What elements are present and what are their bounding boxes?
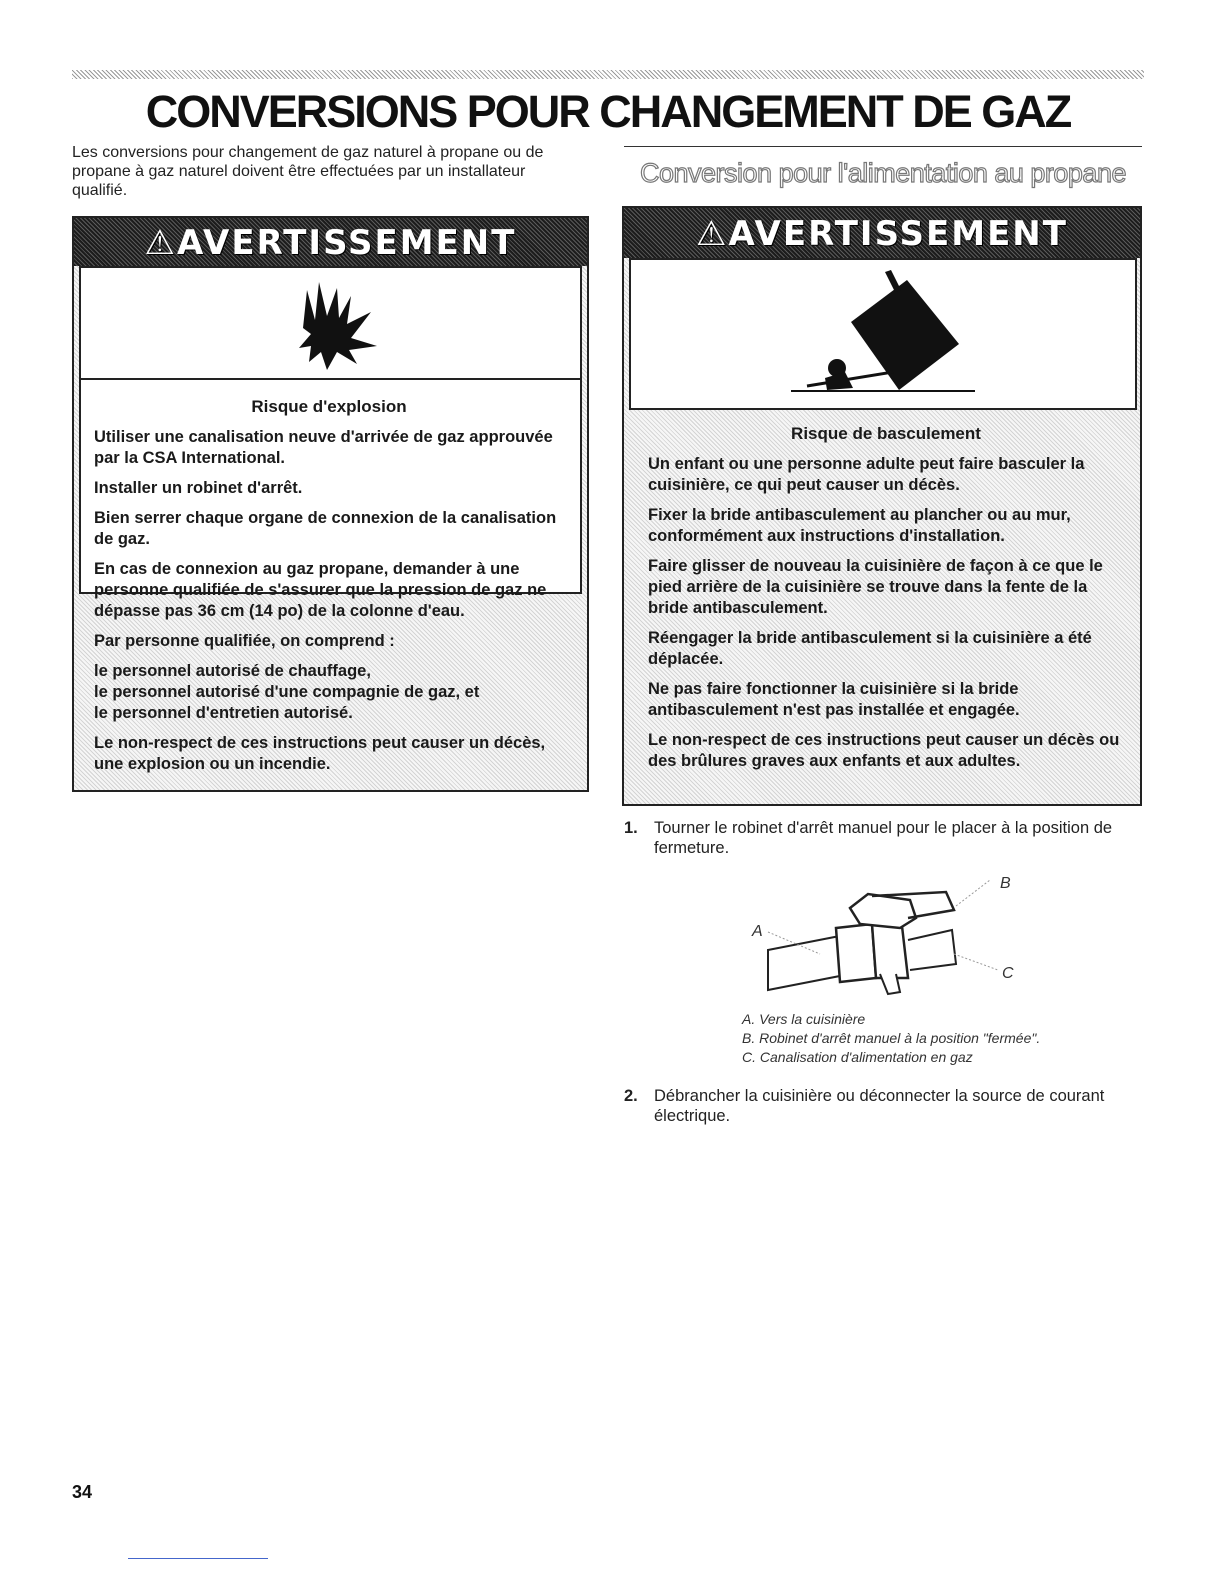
warning-triangle-icon: ⚠ <box>144 223 178 263</box>
page-title: CONVERSIONS POUR CHANGEMENT DE GAZ <box>145 86 1071 137</box>
qualified-list-item: le personnel autorisé de chauffage, <box>94 662 371 680</box>
step-number: 1. <box>624 819 638 837</box>
shutoff-valve-diagram <box>740 866 1040 996</box>
warning-paragraph: Le non-respect de ces instructions peut causer un décès ou des brûlures graves aux enfants et aux adultes. <box>648 731 1120 770</box>
warning-paragraph: Réengager la bride antibasculement si la cuisinière a été déplacée. <box>648 629 1092 668</box>
step-text: Tourner le robinet d'arrêt manuel pour le placer à la position de fermeture. <box>654 819 1113 857</box>
diagram-label-c: C <box>1002 965 1014 982</box>
section-divider <box>624 146 1142 147</box>
warning-paragraph: Le non-respect de ces instructions peut causer un décès, une explosion ou un incendie. <box>94 734 546 773</box>
warning-paragraph: En cas de connexion au gaz propane, demander à une personne qualifiée de s'assurer que la pression de gaz ne dépasse pas 36 cm (14 po) de la colonne d'eau. <box>94 560 547 620</box>
legend-item: A. Vers la cuisinière <box>742 1011 866 1027</box>
step-text: Débrancher la cuisinière ou déconnecter la source de courant électrique. <box>654 1087 1105 1125</box>
diagram-label-a: A <box>752 923 763 940</box>
legend-item: C. Canalisation d'alimentation en gaz <box>742 1049 973 1065</box>
shutoff-valve-illustration <box>740 866 1040 996</box>
diagram-legend <box>742 1010 1040 1067</box>
warning-paragraph: Faire glisser de nouveau la cuisinière de façon à ce que le pied arrière de la cuisinière se trouve dans la fente de la bride antibasculement. <box>648 557 1103 617</box>
qualified-list-item: le personnel autorisé d'une compagnie de gaz, et <box>94 683 480 701</box>
warning-paragraph: Ne pas faire fonctionner la cuisinière si la bride antibasculement n'est pas installée et engagée. <box>648 680 1020 719</box>
step-number: 2. <box>624 1087 638 1105</box>
warning-image-area <box>629 258 1137 410</box>
warning-text <box>648 423 1124 781</box>
warning-header <box>624 208 1140 258</box>
warning-paragraph: Par personne qualifiée, on comprend : <box>94 632 395 650</box>
warning-image-area <box>79 266 582 380</box>
warning-header-label: ⚠AVERTISSEMENT <box>696 214 1068 254</box>
risk-title: Risque d'explosion <box>251 397 407 416</box>
warning-header-label: ⚠AVERTISSEMENT <box>144 223 517 263</box>
legend-item: B. Robinet d'arrêt manuel à la position "fermée". <box>742 1030 1041 1046</box>
warning-text <box>94 396 564 784</box>
warning-paragraph: Un enfant ou une personne adulte peut faire basculer la cuisinière, ce qui peut causer un décès. <box>648 455 1085 494</box>
footer-line <box>128 1558 268 1559</box>
warning-paragraph: Fixer la bride antibasculement au plancher ou au mur, conformément aux instructions d'installation. <box>648 506 1071 545</box>
step-1 <box>624 818 1142 858</box>
section-heading: Conversion pour l'alimentation au propane <box>640 158 1126 188</box>
qualified-list-item: le personnel d'entretien autorisé. <box>94 704 353 722</box>
step-2 <box>624 1086 1142 1126</box>
diagram-label-b: B <box>1000 875 1011 892</box>
warning-paragraph <box>94 661 564 724</box>
warning-triangle-icon: ⚠ <box>696 214 729 254</box>
top-hatched-rule <box>72 70 1144 79</box>
warning-header <box>74 218 587 266</box>
warning-box-explosion <box>72 216 589 792</box>
page-number: 34 <box>72 1482 93 1502</box>
intro-paragraph: Les conversions pour changement de gaz naturel à propane ou de propane à gaz naturel doivent être effectuées par un installateur qualifié. <box>72 144 544 199</box>
tip-over-range-icon <box>631 260 1139 408</box>
risk-title: Risque de basculement <box>791 424 981 443</box>
warning-box-tip-over <box>622 206 1142 806</box>
warning-paragraph: Bien serrer chaque organe de connexion de la canalisation de gaz. <box>94 509 557 548</box>
warning-paragraph: Installer un robinet d'arrêt. <box>94 479 303 497</box>
warning-paragraph: Utiliser une canalisation neuve d'arrivée de gaz approuvée par la CSA International. <box>94 428 553 467</box>
explosion-icon <box>81 268 584 378</box>
